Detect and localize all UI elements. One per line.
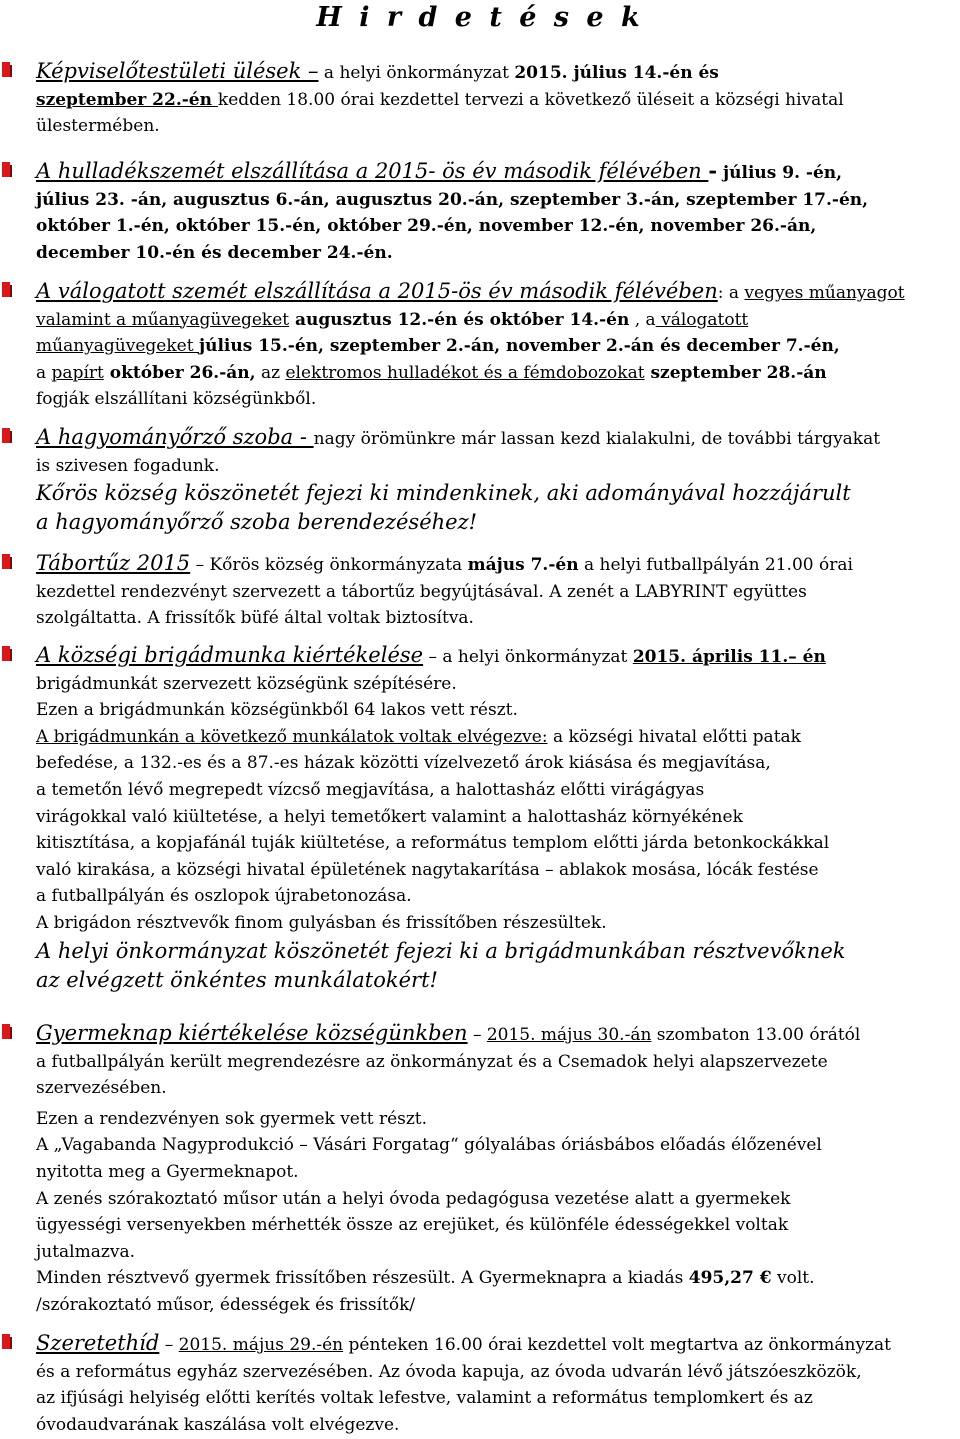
line: befedése, a 132.-es és a 87.-es házak közötti vízelvezető árok kiásása és megjavítása,: [36, 753, 771, 774]
line: Gyermeknap kiértékelése községünkben – 2015. május 30.-án szombaton 13.00 órától: [36, 1021, 861, 1045]
line: is szivesen fogadunk.: [36, 455, 220, 476]
thanks-line: az elvégzett önkéntes munkálatokért!: [36, 967, 438, 992]
section-council-meetings: [36, 58, 958, 140]
section-waste-collection: [36, 158, 958, 266]
section-childrens-day: [36, 1020, 958, 1319]
line: Minden résztvevő gyermek frissítőben részesült. A Gyermeknapra a kiadás 495,27 € volt.: [36, 1268, 815, 1289]
section-heading: Szeretethíd: [36, 1331, 160, 1355]
line: a papírt október 26.-án, az elektromos hulladékot és a fémdobozokat szeptember 28.-án: [36, 362, 827, 383]
line: és a református egyház szervezésében. Az óvoda kapuja, az óvoda udvarán lévő játszóeszközök,: [36, 1361, 862, 1382]
section-brigade-work: [36, 642, 958, 995]
line: jutalmazva.: [36, 1241, 135, 1262]
line: október 1.-én, október 15.-én, október 29.-én, november 12.-én, november 26.-án,: [36, 216, 817, 237]
line: a futballpályán került megrendezésre az önkormányzat és a Csemadok helyi alapszervezete: [36, 1051, 828, 1072]
line: szervezésében.: [36, 1078, 167, 1099]
line: A hulladékszemét elszállítása a 2015- ös év második félévében - július 9. -én,: [36, 158, 843, 183]
line: A brigádmunkán a következő munkálatok voltak elvégezve: a községi hivatal előtti patak: [36, 726, 801, 747]
red-square-bullet-icon: [2, 1024, 12, 1040]
thanks-line: Kőrös község köszönetét fejezi ki mindenkinek, aki adományával hozzájárult: [36, 481, 851, 506]
line: kitisztítása, a kopjafánál tuják kiültetése, a református templom előtti járda betonkockákkal: [36, 833, 830, 854]
line: A válogatott szemét elszállítása a 2015-ös év második félévében: a vegyes műanyagot: [36, 279, 905, 303]
line: fogják elszállítani községünkből.: [36, 389, 317, 410]
line: óvodaudvarának kaszálása volt elvégezve.: [36, 1414, 400, 1435]
line: a temetőn lévő megrepedt vízcső megjavítása, a halottasház előtti virágágyas: [36, 779, 705, 800]
line: A brigádon résztvevők finom gulyásban és frissítőben részesültek.: [36, 912, 607, 933]
line: A községi brigádmunka kiértékelése – a helyi önkormányzat 2015. április 11.– én: [36, 643, 826, 667]
line: valamint a műanyagüvegeket augusztus 12.-én és október 14.-én , a válogatott: [36, 309, 749, 330]
section-bonfire: [36, 550, 958, 632]
line: Szeretethíd – 2015. május 29.-én pénteken 16.00 órai kezdettel volt megtartva az önkormányzat: [36, 1331, 891, 1355]
line: A zenés szórakoztató műsor után a helyi óvoda pedagógusa vezetése alatt a gyermekek: [36, 1188, 791, 1209]
line: szolgáltatta. A frissítők büfé által voltak biztosítva.: [36, 608, 474, 629]
line: virágokkal való kiültetése, a helyi temetőkert valamint a halottasház környékének: [36, 806, 743, 827]
line: A hagyományőrző szoba - nagy örömünkre már lassan kezd kialakulni, de további tárgyakat: [36, 425, 881, 449]
red-square-bullet-icon: [2, 162, 12, 178]
line: szeptember 22.-én kedden 18.00 órai kezdettel tervezi a következő üléseit a községi hivatal: [36, 89, 844, 110]
red-square-bullet-icon: [2, 554, 12, 570]
line: december 10.-én és december 24.-én.: [36, 242, 393, 263]
section-heading: A válogatott szemét elszállítása a 2015-ös év második félévében: [36, 279, 718, 303]
line: az ifjúsági helyiség előtti kerítés voltak lefestve, valamint a református templomkert és az: [36, 1388, 813, 1409]
section-sorted-waste: [36, 278, 958, 413]
section-heading: A hagyományőrző szoba -: [36, 425, 314, 449]
section-heritage-room: [36, 424, 958, 537]
section-heading: A hulladékszemét elszállítása a 2015- ös év második félévében: [36, 159, 709, 183]
line: július 23. -án, augusztus 6.-án, augusztus 20.-án, szeptember 3.-án, szeptember 17.-én,: [36, 189, 869, 210]
thanks-line: a hagyományőrző szoba berendezéséhez!: [36, 510, 478, 535]
line: ügyességi versenyekben mérhették össze az erejüket, és különféle édességekkel voltak: [36, 1215, 789, 1236]
line: Képviselőtestületi ülések – a helyi önkormányzat 2015. július 14.-én és: [36, 59, 719, 83]
red-square-bullet-icon: [2, 646, 12, 662]
line: A „Vagabanda Nagyprodukció – Vásári Forgatag“ gólyalábas óriásbábos előadás élőzenével: [36, 1135, 822, 1156]
line: Ezen a brigádmunkán községünkből 64 lakos vett részt.: [36, 700, 518, 721]
line: /szórakoztató műsor, édességek és frissítők/: [36, 1294, 416, 1315]
section-heading: Gyermeknap kiértékelése községünkben: [36, 1021, 468, 1045]
line: brigádmunkát szervezett községünk szépítésére.: [36, 673, 457, 694]
line: nyitotta meg a Gyermeknapot.: [36, 1161, 299, 1182]
red-square-bullet-icon: [2, 62, 12, 78]
line: ülestermében.: [36, 116, 160, 137]
line: kezdettel rendezvényt szervezett a tábortűz begyújtásával. A zenét a LABYRINT együttes: [36, 581, 807, 602]
line: műanyagüvegeket július 15.-én, szeptember 2.-án, november 2.-án és december 7.-én,: [36, 336, 840, 357]
line: a futballpályán és oszlopok újrabetonozása.: [36, 886, 412, 907]
section-love-bridge: [36, 1330, 958, 1438]
red-square-bullet-icon: [2, 1334, 12, 1350]
thanks-line: A helyi önkormányzat köszönetét fejezi ki a brigádmunkában résztvevőknek: [36, 938, 846, 963]
line: való kirakása, a községi hivatal épületének nagytakarítása – ablakok mosása, lócák festése: [36, 859, 819, 880]
red-square-bullet-icon: [2, 282, 12, 298]
section-heading: Tábortűz 2015: [36, 551, 191, 575]
line: Ezen a rendezvényen sok gyermek vett részt.: [36, 1108, 428, 1129]
red-square-bullet-icon: [2, 428, 12, 444]
section-heading: A községi brigádmunka kiértékelése: [36, 643, 424, 667]
line: Tábortűz 2015 – Kőrös község önkormányzata május 7.-én a helyi futballpályán 21.00 órai: [36, 551, 853, 575]
page-title: H i r d e t é s e k: [316, 2, 644, 33]
section-heading: Képviselőtestületi ülések –: [36, 59, 319, 83]
